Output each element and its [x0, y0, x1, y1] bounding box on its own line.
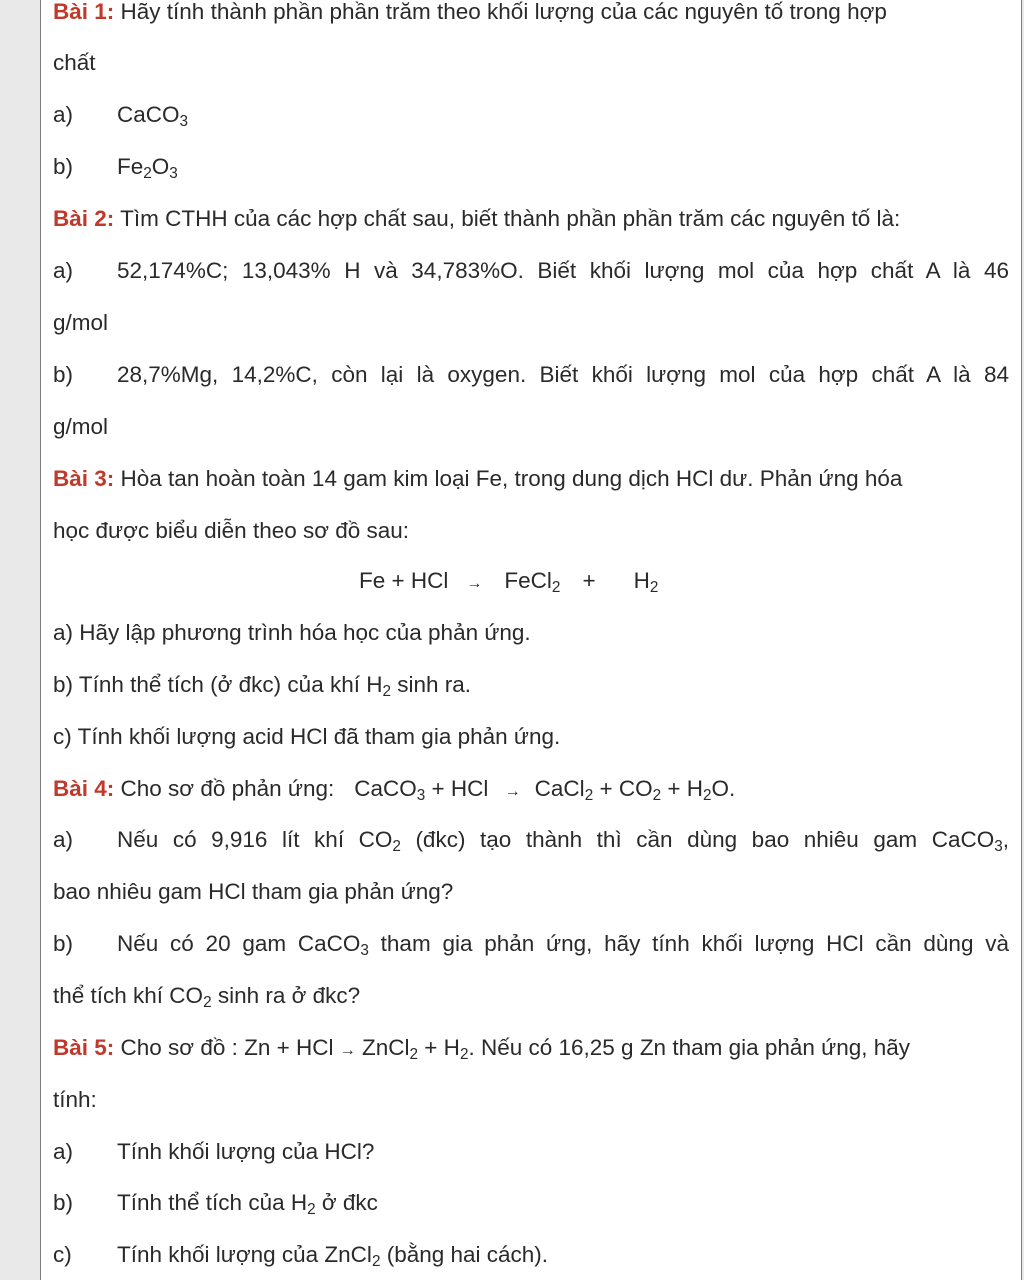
- equation-plus: +: [582, 568, 596, 593]
- formula-part: Fe: [117, 154, 144, 179]
- subscript: 2: [459, 1045, 469, 1063]
- exercise-1-item-a: [53, 100, 1009, 130]
- equation-part: CaCO: [354, 776, 417, 801]
- exercise-2-item-b-continuation: g/mol: [53, 414, 109, 439]
- arrow-icon: →: [466, 575, 483, 592]
- exercise-3-continuation: học được biểu diễn theo sơ đồ sau:: [53, 518, 410, 543]
- item-text: Tính khối lượng của ZnCl: [117, 1242, 372, 1267]
- subscript: 3: [179, 112, 189, 130]
- exercise-2-heading: Bài 2:: [53, 206, 115, 231]
- item-text: sinh ra ở đkc?: [211, 983, 361, 1008]
- item-text: 28,7%Mg, 14,2%C, còn lại là oxygen. Biết khối lượng mol của hợp chất A là 84: [117, 362, 1009, 387]
- exercise-2-item-a: [53, 256, 1009, 286]
- subscript: 3: [360, 941, 369, 959]
- subscript: 2: [371, 1252, 381, 1270]
- exercise-3-equation: [359, 566, 1009, 599]
- item-label: a): [53, 827, 74, 852]
- exercise-1-text: Hãy tính thành phần phần trăm theo khối lượng của các nguyên tố trong hợp: [114, 0, 887, 24]
- item-label: b): [53, 154, 74, 179]
- exercise-3-heading: Bài 3:: [53, 466, 115, 491]
- exercise-1-heading: Bài 1:: [53, 0, 115, 24]
- equation-part: + H: [661, 776, 704, 801]
- exercise-5-continuation: tính:: [53, 1087, 97, 1112]
- formula-part: CaCO: [117, 102, 180, 127]
- item-text: Nếu có 9,916 lít khí CO: [117, 827, 393, 852]
- subscript: 2: [143, 164, 152, 182]
- equation-part: + CO: [593, 776, 653, 801]
- question-text: sinh ra.: [391, 672, 472, 697]
- exercise-3-question-c: c) Tính khối lượng acid HCl đã tham gia phản ứng.: [53, 724, 561, 749]
- subscript: 2: [584, 786, 594, 804]
- exercise-3-question-a: a) Hãy lập phương trình hóa học của phản ứng.: [53, 620, 531, 645]
- exercise-3-text: Hòa tan hoàn toàn 14 gam kim loại Fe, trong dung dịch HCl dư. Phản ứng hóa: [114, 466, 903, 491]
- subscript: 2: [203, 993, 212, 1011]
- formula-part: O: [151, 154, 170, 179]
- subscript: 2: [551, 578, 561, 596]
- item-text: tham gia phản ứng, hãy tính khối lượng HCl cần dùng và: [368, 931, 1009, 956]
- subscript: 2: [649, 578, 659, 596]
- exercise-4-heading: Bài 4:: [53, 776, 115, 801]
- subscript: 3: [169, 164, 178, 182]
- exercise-4-item-b-continuation: [53, 981, 1009, 1011]
- item-text: Nếu có 20 gam CaCO: [117, 931, 361, 956]
- item-label: a): [53, 1139, 74, 1164]
- item-label: b): [53, 931, 74, 956]
- item-text: (bằng hai cách).: [380, 1242, 549, 1267]
- exercise-4-item-a: [53, 825, 1009, 855]
- exercise-1-item-b: [53, 152, 1009, 182]
- equation-product: H: [633, 568, 650, 593]
- item-label: b): [53, 1190, 74, 1215]
- exercise-5-item-b: [53, 1188, 1009, 1218]
- exercise-5-item-c: [53, 1240, 1009, 1270]
- subscript: 3: [416, 786, 426, 804]
- item-text: ,: [1002, 827, 1009, 852]
- arrow-icon: →: [339, 1042, 356, 1059]
- subscript: 3: [994, 837, 1003, 855]
- equation-product: FeCl: [504, 568, 552, 593]
- worksheet-page: [40, 0, 1022, 1280]
- exercise-5-line: [53, 1033, 1009, 1066]
- equation-part: CaCl: [534, 776, 585, 801]
- item-text: ở đkc: [315, 1190, 378, 1215]
- item-text: 52,174%C; 13,043% H và 34,783%O. Biết khối lượng mol của hợp chất A là 46: [117, 258, 1009, 283]
- exercise-3-line: [53, 464, 1009, 494]
- equation-part: O.: [711, 776, 736, 801]
- item-text: thể tích khí CO: [53, 983, 204, 1008]
- exercise-2-line: [53, 204, 1009, 234]
- subscript: 2: [392, 837, 401, 855]
- equation-reactants: Fe + HCl: [359, 568, 449, 593]
- arrow-icon: →: [504, 783, 521, 800]
- exercise-2-item-a-continuation: g/mol: [53, 310, 109, 335]
- exercise-1-line: [53, 0, 1009, 27]
- exercise-4-text: Cho sơ đồ phản ứng:: [114, 776, 335, 801]
- exercise-4-item-a-continuation: bao nhiêu gam HCl tham gia phản ứng?: [53, 879, 454, 904]
- exercise-5-text: + H: [418, 1035, 460, 1060]
- subscript: 2: [307, 1200, 316, 1218]
- exercise-5-text: ZnCl: [355, 1035, 410, 1060]
- exercise-5-item-a: [53, 1137, 1009, 1167]
- exercise-4-line: [53, 774, 1009, 807]
- item-label: a): [53, 258, 74, 283]
- subscript: 2: [652, 786, 662, 804]
- exercise-2-text: Tìm CTHH của các hợp chất sau, biết thành phần phần trăm các nguyên tố là:: [114, 206, 901, 231]
- item-label: c): [53, 1242, 72, 1267]
- exercise-4-item-b: [53, 929, 1009, 959]
- exercise-2-item-b: [53, 360, 1009, 390]
- exercise-1-continuation: chất: [53, 50, 96, 75]
- item-text: (đkc) tạo thành thì cần dùng bao nhiêu gam CaCO: [400, 827, 995, 852]
- exercise-5-text: . Nếu có 16,25 g Zn tham gia phản ứng, hãy: [468, 1035, 911, 1060]
- subscript: 2: [382, 682, 391, 700]
- exercise-3-question-b: [53, 670, 1009, 700]
- item-text: Tính khối lượng của HCl?: [117, 1139, 375, 1164]
- item-label: a): [53, 102, 74, 127]
- item-label: b): [53, 362, 74, 387]
- subscript: 2: [703, 786, 712, 804]
- question-text: b) Tính thể tích (ở đkc) của khí H: [53, 672, 383, 697]
- item-text: Tính thể tích của H: [117, 1190, 308, 1215]
- subscript: 2: [409, 1045, 419, 1063]
- exercise-5-heading: Bài 5:: [53, 1035, 115, 1060]
- equation-part: + HCl: [425, 776, 495, 801]
- exercise-5-text: Cho sơ đồ : Zn + HCl: [114, 1035, 340, 1060]
